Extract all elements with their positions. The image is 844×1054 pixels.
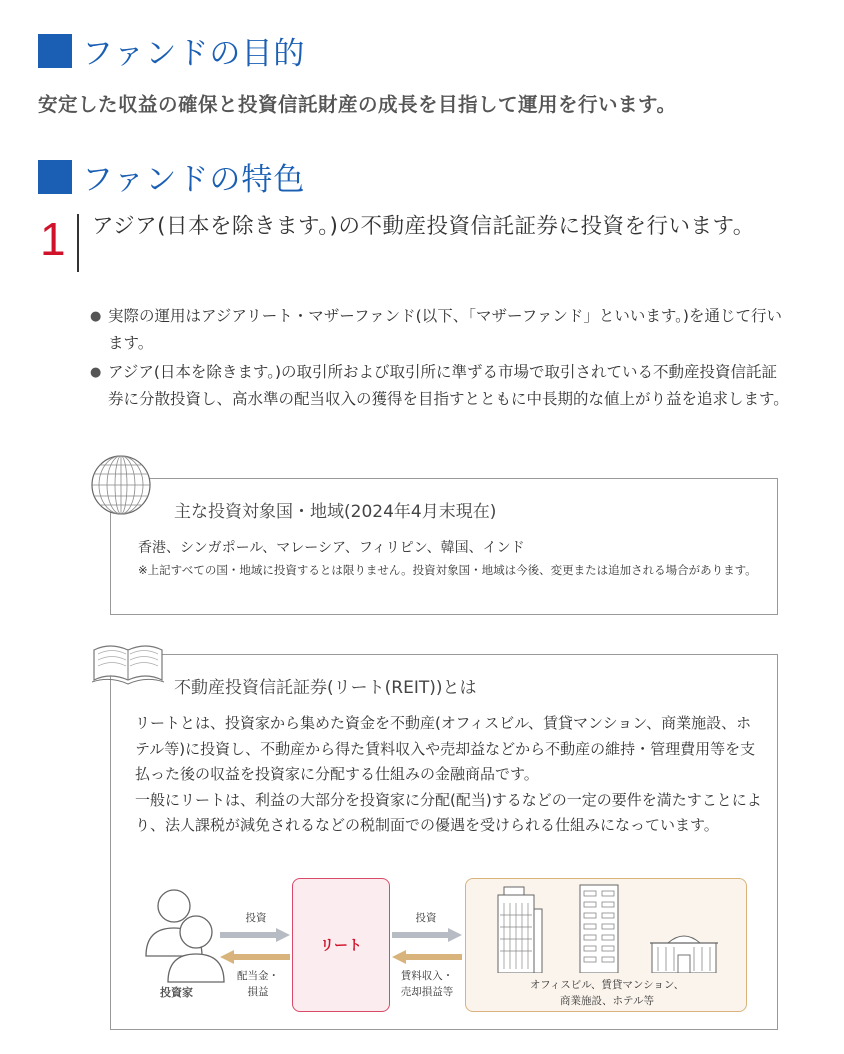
purpose-heading	[38, 28, 305, 73]
invest-label-left: 投資	[245, 912, 267, 924]
bullet-item	[90, 359, 790, 413]
reit-node-label: リート	[320, 938, 362, 954]
return-arrow-right-icon	[392, 950, 462, 964]
invest-label-right: 投資	[415, 912, 437, 924]
return-label-left: 配当金・ 損益	[237, 970, 279, 998]
countries-box	[110, 478, 778, 615]
purpose-text: 安定した収益の確保と投資信託財産の成長を目指して運用を行います。	[38, 93, 677, 116]
investor-label: 投資家	[160, 986, 193, 999]
invest-arrow-left-icon	[220, 928, 290, 942]
open-book-icon	[90, 636, 166, 686]
return-label-right: 賃料収入・ 売却損益等	[400, 970, 454, 998]
office-building-icon	[494, 885, 546, 973]
countries-note: ※上記すべての国・地域に投資するとは限りません。投資対象国・地域は今後、変更または追加される場合があります。	[138, 563, 757, 577]
invest-arrow-right-icon	[392, 928, 462, 942]
assets-caption: オフィスビル、賃貸マンション、 商業施設、ホテル等	[529, 979, 685, 1007]
features-heading	[38, 154, 305, 199]
heading-square-icon	[38, 160, 72, 194]
bullet-item	[90, 303, 790, 357]
bullet-dot-icon: ●	[90, 309, 102, 324]
reit-node	[292, 878, 390, 1012]
purpose-heading-text: ファンドの目的	[82, 36, 306, 72]
apartment-building-icon	[574, 881, 624, 973]
countries-list: 香港、シンガポール、マレーシア、フィリピン、韓国、インド	[138, 540, 525, 556]
feature-title: アジア(日本を除きます。)の不動産投資信託証券に投資を行います。	[92, 214, 755, 239]
reit-paragraph-1: リートとは、投資家から集めた資金を不動産(オフィスビル、賃貸マンション、商業施設、ホテル等)に投資し、不動産から得た賃料収入や売却益などから不動産の維持・管理費用等を支払った後の収益を投資家に分配する仕組みの金融商品です。	[135, 714, 756, 783]
globe-icon	[90, 454, 152, 516]
reit-diagram	[140, 876, 750, 1018]
reit-box-body	[135, 711, 765, 839]
reit-box-title: 不動産投資信託証券(リート(REIT))とは	[174, 678, 477, 698]
features-heading-text: ファンドの特色	[82, 162, 306, 198]
bullet-text: 実際の運用はアジアリート・マザーファンド(以下、「マザーファンド」といいます。)を通じて行います。	[108, 307, 782, 352]
hotel-building-icon	[648, 929, 720, 973]
bullet-text: アジア(日本を除きます。)の取引所および取引所に準ずる市場で取引されている不動産投資信託証券に分散投資し、高水準の配当収入の獲得を目指すとともに中長期的な値上がり益を追求します。	[108, 363, 789, 408]
assets-node	[465, 878, 747, 1012]
reit-paragraph-2: 一般にリートは、利益の大部分を投資家に分配(配当)するなどの一定の要件を満たすことにより、法人課税が減免されるなどの税制面での優遇を受けられる仕組みになっています。	[135, 790, 762, 834]
return-arrow-left-icon	[220, 950, 290, 964]
feature-divider	[77, 214, 79, 272]
bullet-dot-icon: ●	[90, 365, 102, 380]
countries-box-title: 主な投資対象国・地域(2024年4月末現在)	[174, 502, 497, 522]
heading-square-icon	[38, 34, 72, 68]
feature-bullets	[90, 303, 790, 415]
feature-number: 1	[40, 213, 66, 265]
